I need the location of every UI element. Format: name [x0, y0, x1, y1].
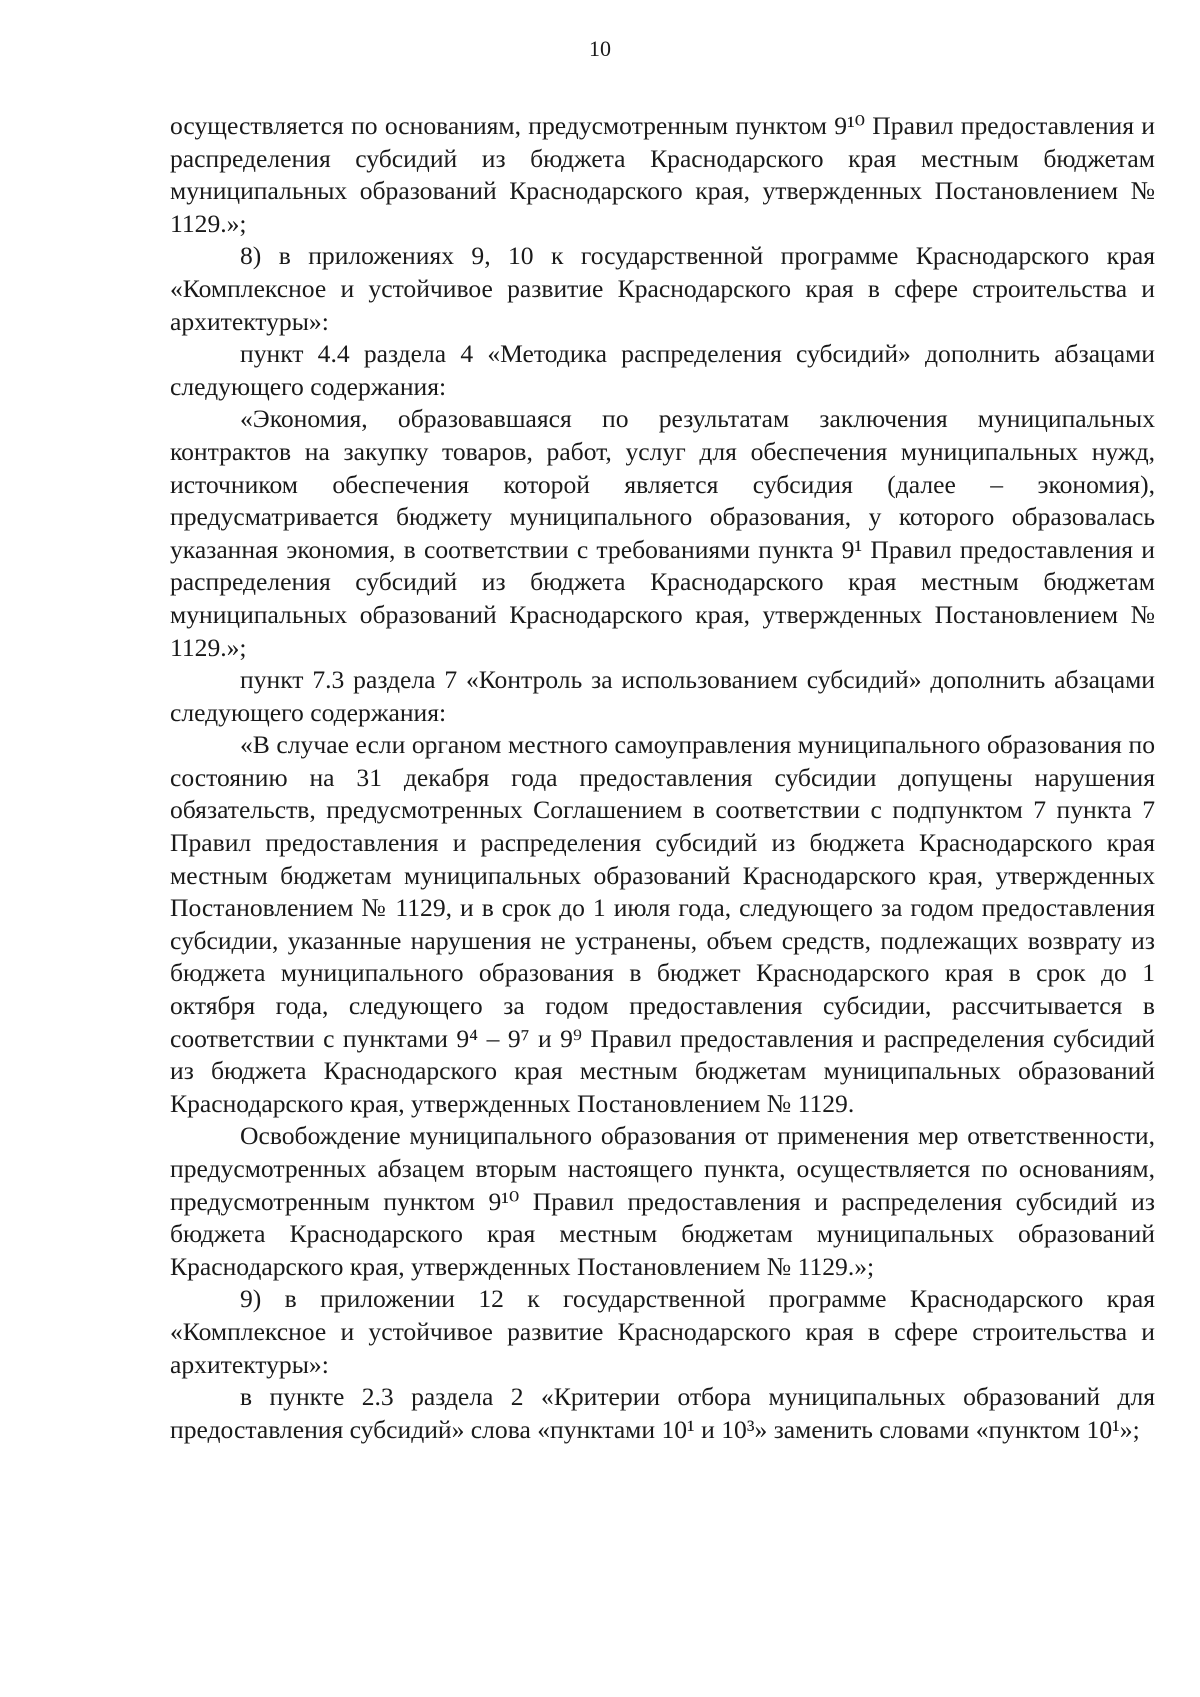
- paragraph-3: пункт 4.4 раздела 4 «Методика распределения субсидий» дополнить абзацами следующего содержания:: [170, 339, 1155, 401]
- paragraph-4: «Экономия, образовавшаяся по результатам заключения муниципальных контрактов на закупку товаров, работ, услуг для обеспечения муниципальных нужд, источником обеспечения которой является субсидия (далее – экономия), предусматривается бюджету муниципального образования, у которого образовалась указанная экономия, в соответствии с требованиями пункта 9¹ Правил предоставления и распределения субсидий из бюджета Краснодарского края местным бюджетам муниципальных образований Краснодарского края, утвержденных Постановлением № 1129.»;: [170, 404, 1155, 662]
- paragraph-5: пункт 7.3 раздела 7 «Контроль за использованием субсидий» дополнить абзацами следующего содержания:: [170, 665, 1155, 727]
- paragraph-7: Освобождение муниципального образования от применения мер ответственности, предусмотренных абзацем вторым настоящего пункта, осуществляется по основаниям, предусмотренным пунктом 9¹⁰ Правил предоставления и распределения субсидий из бюджета Краснодарского края местным бюджетам муниципальных образований Краснодарского края, утвержденных Постановлением № 1129.»;: [170, 1121, 1155, 1281]
- paragraph-8: 9) в приложении 12 к государственной программе Краснодарского края «Комплексное и устойчивое развитие Краснодарского края в сфере строительства и архитектуры»:: [170, 1284, 1155, 1379]
- document-body: [170, 110, 1155, 1446]
- paragraph-9: в пункте 2.3 раздела 2 «Критерии отбора муниципальных образований для предоставления субсидий» слова «пунктами 10¹ и 10³» заменить словами «пунктом 10¹»;: [170, 1382, 1155, 1444]
- paragraph-1: осуществляется по основаниям, предусмотренным пунктом 9¹⁰ Правил предоставления и распределения субсидий из бюджета Краснодарского края местным бюджетам муниципальных образований Краснодарского края, утвержденных Постановлением № 1129.»;: [170, 111, 1155, 238]
- paragraph-2: 8) в приложениях 9, 10 к государственной программе Краснодарского края «Комплексное и устойчивое развитие Краснодарского края в сфере строительства и архитектуры»:: [170, 241, 1155, 336]
- page-number: 10: [589, 36, 611, 61]
- paragraph-6: «В случае если органом местного самоуправления муниципального образования по состоянию на 31 декабря года предоставления субсидии допущены нарушения обязательств, предусмотренных Соглашением в соответствии с подпунктом 7 пункта 7 Правил предоставления и распределения субсидий из бюджета Краснодарского края местным бюджетам муниципальных образований Краснодарского края, утвержденных Постановлением № 1129, и в срок до 1 июля года, следующего за годом предоставления субсидии, указанные нарушения не устранены, объем средств, подлежащих возврату из бюджета муниципального образования в бюджет Краснодарского края в срок до 1 октября года, следующего за годом предоставления субсидии, рассчитывается в соответствии с пунктами 9⁴ – 9⁷ и 9⁹ Правил предоставления и распределения субсидий из бюджета Краснодарского края местным бюджетам муниципальных образований Краснодарского края, утвержденных Постановлением № 1129.: [170, 730, 1155, 1118]
